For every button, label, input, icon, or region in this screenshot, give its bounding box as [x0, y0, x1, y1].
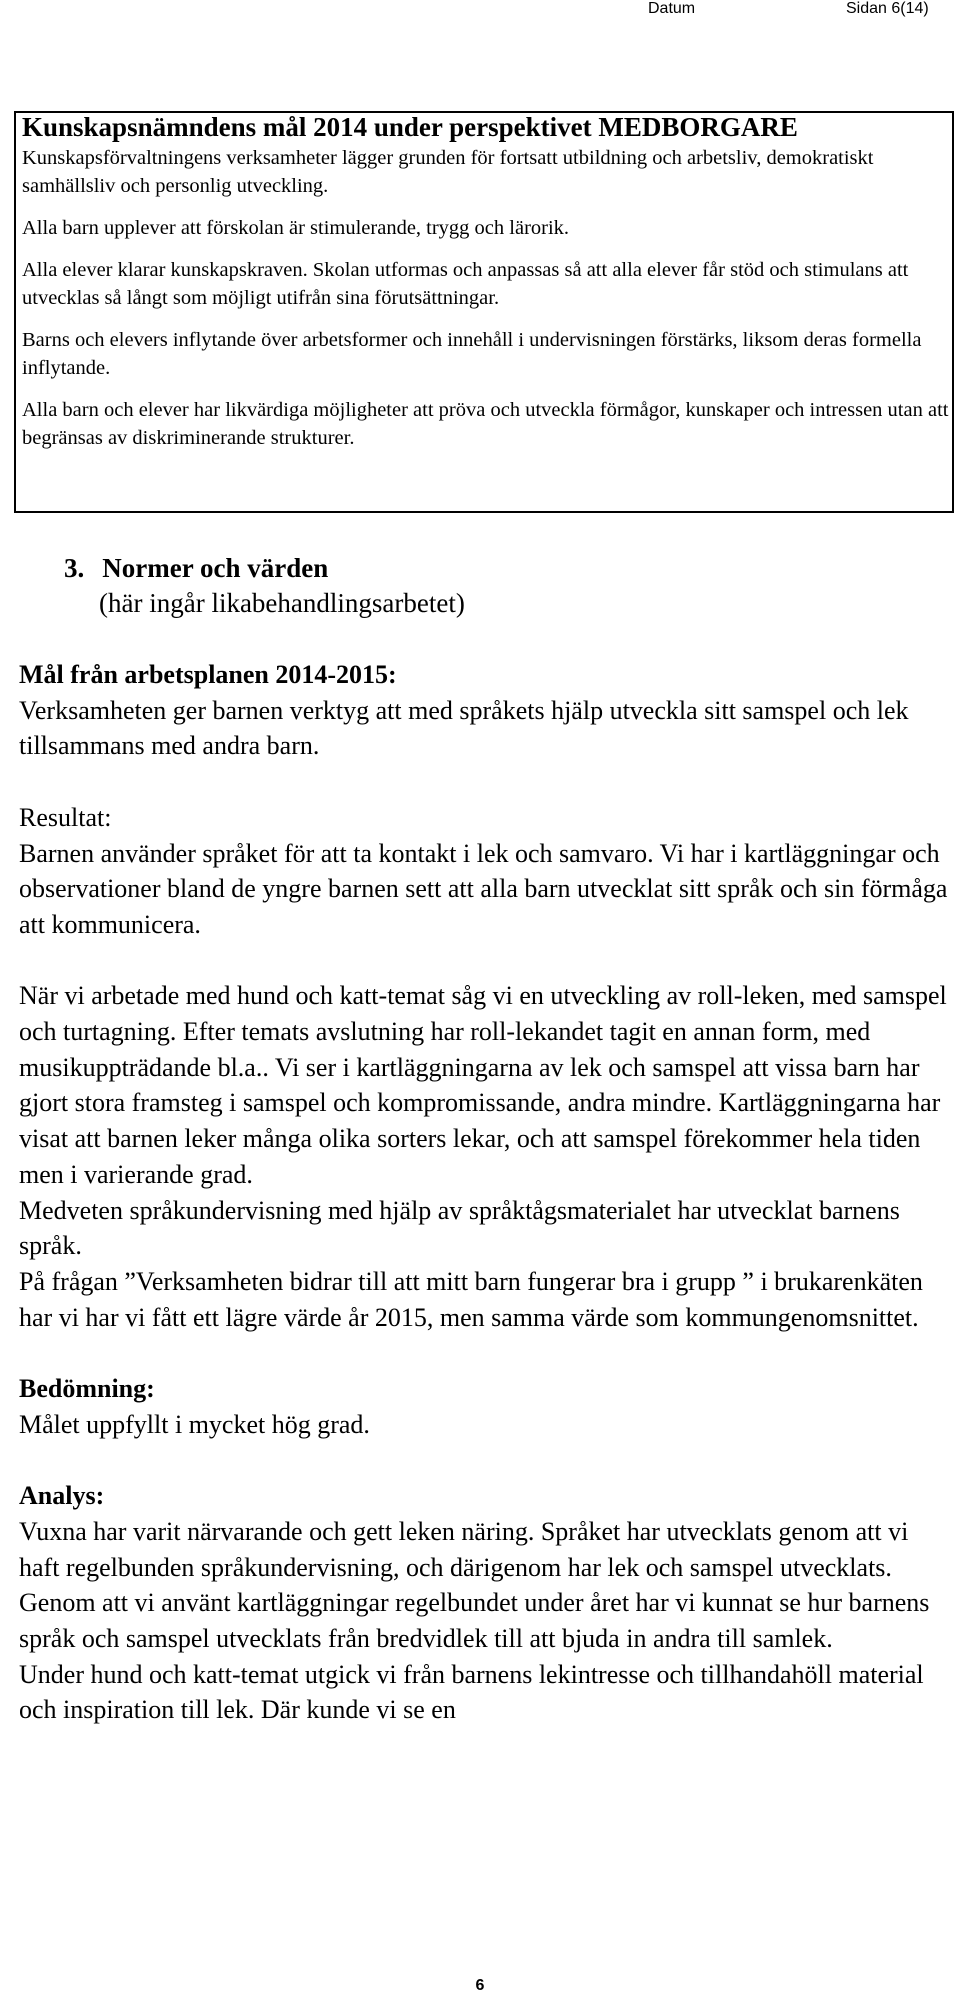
section-subtitle: (här ingår likabehandlingsarbetet) — [99, 588, 465, 618]
result-paragraph: På frågan ”Verksamheten bidrar till att mitt barn fungerar bra i grupp ” i brukarenkäten har vi har vi fått ett lägre värde år 2015, men samma värde som kommungenomsnittet. — [19, 1266, 923, 1332]
goal-box-title: Kunskapsnämndens mål 2014 under perspektivet MEDBORGARE — [22, 112, 798, 142]
goal-text: Verksamheten ger barnen verktyg att med språkets hjälp utveckla sitt samspel och lek tillsammans med andra barn. — [19, 695, 909, 761]
analysis-heading: Analys: — [19, 1481, 105, 1511]
result-paragraph: Medveten språkundervisning med hjälp av språktågsmaterialet har utvecklat barnens språk. — [19, 1195, 900, 1261]
page-number: 6 — [475, 1977, 485, 1994]
main-content — [19, 657, 949, 1728]
assessment-heading: Bedömning: — [19, 1374, 155, 1404]
analysis-paragraph: Under hund och katt-temat utgick vi från barnens lekintresse och tillhandahöll material och inspiration till lek. Där kunde vi se en — [19, 1659, 924, 1725]
goal-paragraph: Kunskapsförvaltningens verksamheter lägger grunden för fortsatt utbildning och arbetsliv, demokratiskt samhällsliv och personlig utveckling. — [22, 147, 874, 197]
result-heading: Resultat: — [19, 802, 112, 832]
spacer — [19, 764, 949, 800]
goal-paragraph: Barns och elevers inflytande över arbetsformer och innehåll i undervisningen förstärks, liksom deras formella inflytande. — [22, 329, 922, 379]
goal-paragraph: Alla barn och elever har likvärdiga möjligheter att pröva och utveckla förmågor, kunskaper och intressen utan att begränsas av diskriminerande strukturer. — [22, 399, 949, 449]
spacer — [19, 943, 949, 979]
goal-heading: Mål från arbetsplanen 2014-2015: — [19, 660, 397, 689]
header-date-label: Datum — [648, 0, 696, 17]
result-paragraph: När vi arbetade med hund och katt-temat såg vi en utveckling av roll-leken, med samspel och turtagning. Efter temats avslutning har roll-lekandet tagit en annan form, med musikuppträdande bl.a.. Vi ser i kartläggningarna av lek och samspel att vissa barn har gjort stora framsteg i samspel och kompromissande, andra mindre. Kartläggningarna har visat att barnen leker många olika sorters lekar, och att samspel förekommer hela tiden men i varierande grad. — [19, 981, 947, 1189]
section-number: 3. — [64, 553, 85, 583]
spacer — [19, 1335, 949, 1371]
goal-box — [14, 111, 954, 513]
section-title: Normer och värden — [102, 553, 329, 583]
goal-paragraph: Alla barn upplever att förskolan är stimulerande, trygg och lärorik. — [22, 217, 570, 239]
spacer — [19, 1442, 949, 1478]
header-page-indicator: Sidan 6(14) — [846, 0, 929, 17]
page-header — [0, 0, 960, 20]
assessment-text: Målet uppfyllt i mycket hög grad. — [19, 1409, 370, 1439]
analysis-paragraph: Vuxna har varit närvarande och gett leken näring. Språket har utvecklats genom att vi haft regelbunden språkundervisning, och därigenom har lek och samspel utvecklats. Genom att vi använt kartläggningar regelbundet under året har vi kunnat se hur barnens språk och samspel utvecklats från bredvidlek till att bjuda in andra till samlek. — [19, 1516, 930, 1653]
section-heading — [64, 551, 328, 585]
goal-paragraph: Alla elever klarar kunskapskraven. Skolan utformas och anpassas så att alla elever får stöd och stimulans att utvecklas så långt som möjligt utifrån sina förutsättningar. — [22, 259, 909, 309]
result-paragraph: Barnen använder språket för att ta kontakt i lek och samvaro. Vi har i kartläggningar och observationer bland de yngre barnen sett att alla barn utvecklat sitt språk och sin förmåga att kommunicera. — [19, 838, 948, 939]
